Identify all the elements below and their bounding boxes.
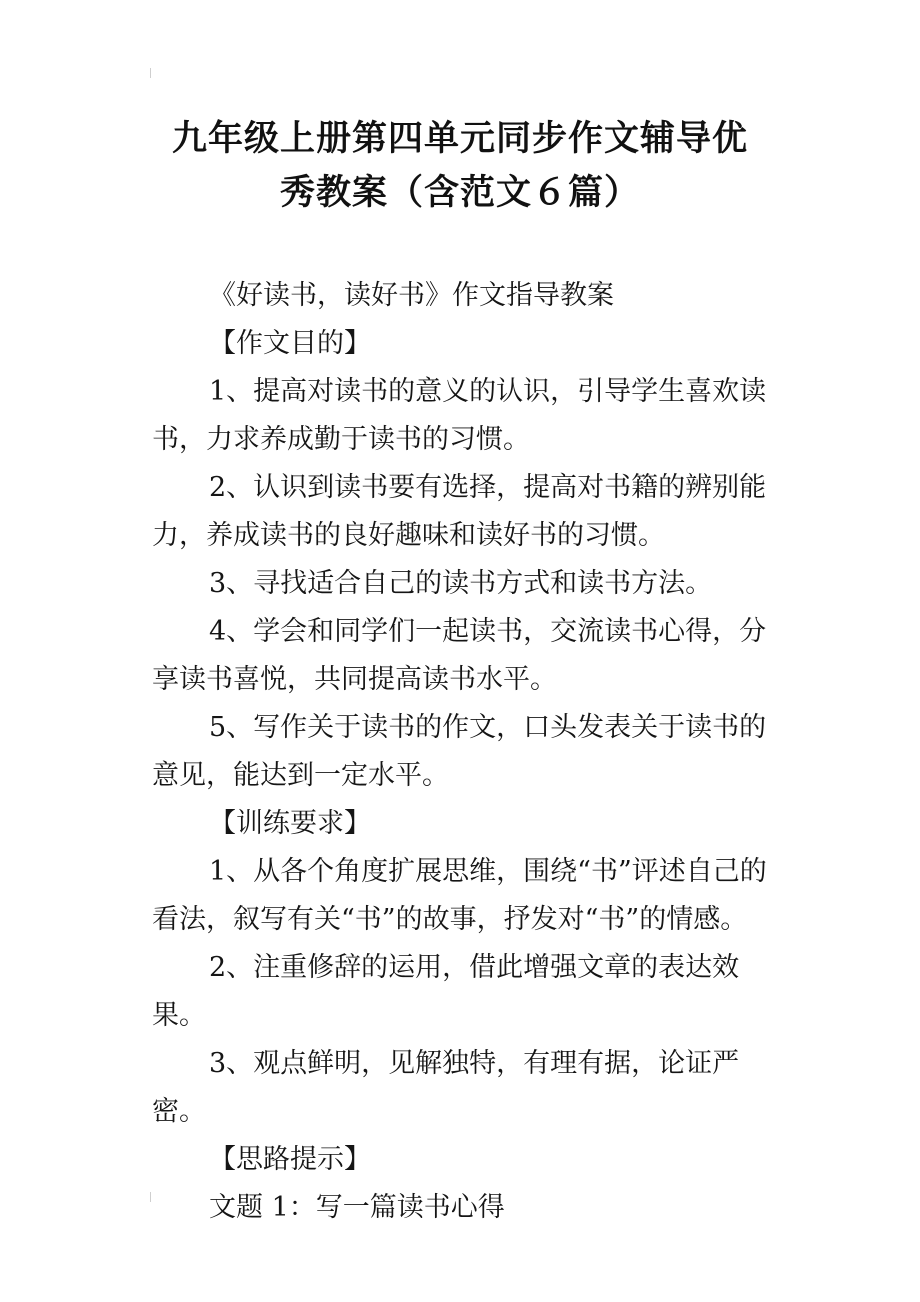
lesson-plan-title: 《好读书，读好书》作文指导教案: [209, 280, 614, 311]
goal-item-4: 4、学会和同学们一起读书，交流读书心得，分享读书喜悦，共同提高读书水平。: [152, 616, 767, 695]
document-title: [120, 112, 800, 220]
requirement-item-3: 3、观点鲜明，见解独特，有理有据，论证严密。: [152, 1048, 740, 1127]
title-line-1: 九年级上册第四单元同步作文辅导优: [171, 119, 748, 159]
goal-item-5: 5、写作关于读书的作文，口头发表关于读书的意见，能达到一定水平。: [152, 712, 767, 791]
topic-item-1: 文题 1：写一篇读书心得: [209, 1192, 505, 1223]
goal-item-2: 2、认识到读书要有选择，提高对书籍的辨别能力，养成读书的良好趣味和读好书的习惯。: [152, 472, 767, 551]
requirement-item-2: 2、注重修辞的运用，借此增强文章的表达效果。: [152, 952, 740, 1031]
section-heading-training-requirements: 【训练要求】: [209, 808, 371, 839]
goal-item-3: 3、寻找适合自己的读书方式和读书方法。: [209, 568, 713, 599]
document-body: [152, 272, 772, 1232]
section-heading-writing-goals: 【作文目的】: [209, 328, 371, 359]
requirement-item-1: 1、从各个角度扩展思维，围绕“书”评述自己的看法，叙写有关“书”的故事，抒发对“书”的情感。: [152, 856, 767, 935]
title-line-2: 秀教案（含范文６篇）: [279, 173, 640, 213]
goal-item-1: 1、提高对读书的意义的认识，引导学生喜欢读书，力求养成勤于读书的习惯。: [152, 376, 767, 455]
page-corner-mark-top: [150, 68, 157, 78]
section-heading-thinking-hints: 【思路提示】: [209, 1144, 371, 1175]
